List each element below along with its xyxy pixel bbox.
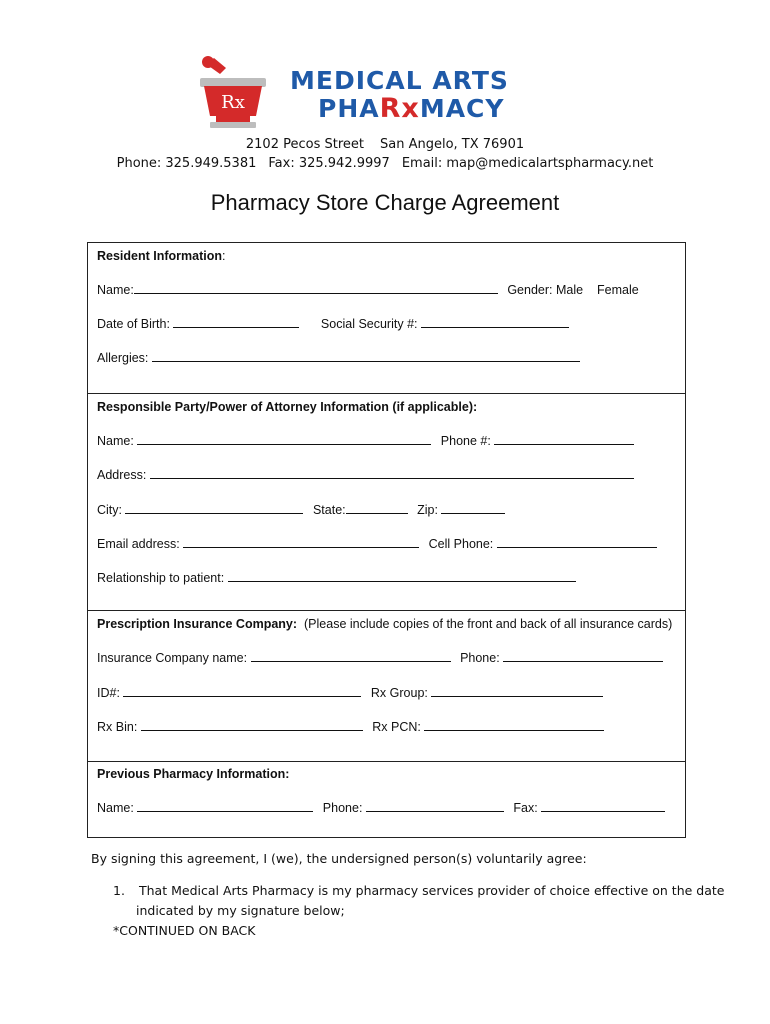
agreement-intro: By signing this agreement, I (we), the undersigned person(s) voluntarily agree: <box>91 851 587 866</box>
brand-macy: MACY <box>419 94 505 123</box>
rx-group-field[interactable] <box>431 686 603 697</box>
resident-heading: Resident Information: <box>97 249 226 263</box>
responsible-name-field[interactable] <box>137 434 431 445</box>
ssn-field[interactable] <box>421 317 569 328</box>
email-field[interactable] <box>183 537 419 548</box>
previous-pharmacy-row: Name: Phone: Fax: <box>97 801 665 815</box>
page-title: Pharmacy Store Charge Agreement <box>210 190 560 215</box>
rx-bin-field[interactable] <box>141 720 363 731</box>
city-state-zip-row: City: State: Zip: <box>97 503 505 517</box>
responsible-heading: Responsible Party/Power of Attorney Information (if applicable): <box>97 400 478 414</box>
dob-field[interactable] <box>173 317 299 328</box>
id-group-row: ID#: Rx Group: <box>97 686 603 700</box>
state-field[interactable] <box>346 503 408 514</box>
address-line <box>0 137 770 152</box>
address-field[interactable] <box>150 468 634 479</box>
contact-line <box>0 156 770 171</box>
email-cell-row: Email address: Cell Phone: <box>97 537 657 551</box>
brand-name-line1: MEDICAL ARTS <box>290 66 509 95</box>
brand-name-line2 <box>318 93 505 124</box>
phone-number: Phone: 325.949.5381 <box>116 156 257 171</box>
zip-field[interactable] <box>441 503 505 514</box>
previous-phone-field[interactable] <box>366 801 504 812</box>
responsible-name-row: Name: Phone #: <box>97 434 634 448</box>
responsible-phone-field[interactable] <box>494 434 634 445</box>
section-divider <box>88 761 685 762</box>
previous-name-field[interactable] <box>137 801 313 812</box>
continued-on-back: *CONTINUED ON BACK <box>113 923 256 938</box>
bin-pcn-row: Rx Bin: Rx PCN: <box>97 720 604 734</box>
section-divider <box>88 610 685 611</box>
previous-pharmacy-heading: Previous Pharmacy Information: <box>97 767 290 781</box>
insurance-company-row: Insurance Company name: Phone: <box>97 651 663 665</box>
email-address: Email: map@medicalartspharmacy.net <box>401 156 654 171</box>
rx-pcn-field[interactable] <box>424 720 604 731</box>
city-state-zip: San Angelo, TX 76901 <box>379 137 525 152</box>
brand-pha: PHA <box>318 94 380 123</box>
insurance-phone-field[interactable] <box>503 651 663 662</box>
charge-agreement-form <box>87 242 686 838</box>
agreement-item-number: 1. <box>113 883 125 898</box>
fax-number: Fax: 325.942.9997 <box>268 156 390 171</box>
brand-rx: Rx <box>379 93 420 124</box>
agreement-item-text-line2: indicated by my signature below; <box>136 903 345 918</box>
insurance-heading: Prescription Insurance Company: (Please include copies of the front and back of all insurance cards) <box>97 617 673 631</box>
previous-fax-field[interactable] <box>541 801 665 812</box>
agreement-item-text-line1: That Medical Arts Pharmacy is my pharmacy services provider of choice effective on the date <box>139 883 725 898</box>
logo-rx-text: Rx <box>221 92 245 113</box>
relationship-row: Relationship to patient: <box>97 571 576 585</box>
relationship-field[interactable] <box>228 571 576 582</box>
city-field[interactable] <box>125 503 303 514</box>
insurance-id-field[interactable] <box>123 686 361 697</box>
mortar-pestle-rx-logo <box>196 56 270 130</box>
insurance-company-field[interactable] <box>251 651 451 662</box>
section-divider <box>88 393 685 394</box>
resident-name-row: Name: Gender: Male Female <box>97 283 639 297</box>
address-row: Address: <box>97 468 634 482</box>
street-address: 2102 Pecos Street <box>245 137 364 152</box>
resident-name-field[interactable] <box>134 283 498 294</box>
allergies-field[interactable] <box>152 351 580 362</box>
allergies-row: Allergies: <box>97 351 580 365</box>
resident-dob-row: Date of Birth: Social Security #: <box>97 317 569 331</box>
cell-phone-field[interactable] <box>497 537 657 548</box>
